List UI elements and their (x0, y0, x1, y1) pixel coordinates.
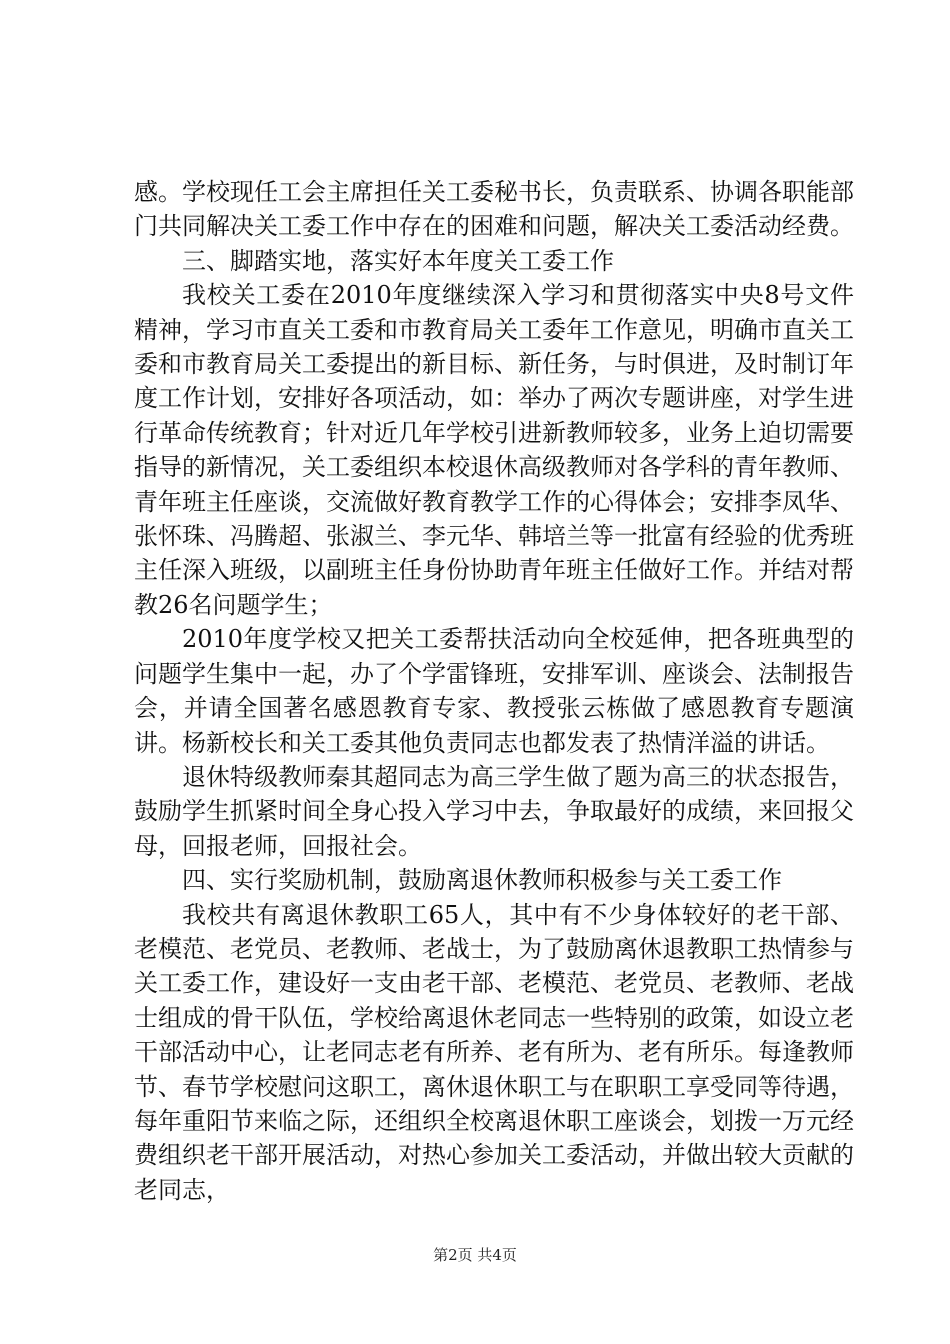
paragraph-continuation: 感。学校现任工会主席担任关工委秘书长，负责联系、协调各职能部门共同解决关工委工作中存在的困难和问题，解决关工委活动经费。 (134, 178, 854, 241)
page-number-footer: 第2页 共4页 (433, 1246, 517, 1264)
paragraph: 退休特级教师秦其超同志为高三学生做了题为高三的状态报告，鼓励学生抓紧时间全身心投入学习中去，争取最好的成绩，来回报父母，回报老师，回报社会。 (134, 762, 854, 860)
section-heading-4: 四、实行奖励机制，鼓励离退休教师积极参与关工委工作 (182, 866, 782, 895)
paragraph: 我校共有离退休教职工65人，其中有不少身体较好的老干部、老模范、老党员、老教师、老战士，为了鼓励离休退教职工热情参与关工委工作，建设好一支由老干部、老模范、老党员、老教师、老战士组成的骨干队伍，学校给离退休老同志一些特别的政策，如设立老干部活动中心，让老同志老有所养、老有所为、老有所乐。每逢教师节、春节学校慰问这职工，离休退休职工与在职职工享受同等待遇，每年重阳节来临之际，还组织全校离退休职工座谈会，划拨一万元经费组织老干部开展活动，对热心参加关工委活动，并做出较大贡献的老同志， (134, 900, 854, 1204)
paragraph: 我校关工委在2010年度继续深入学习和贯彻落实中央8号文件精神，学习市直关工委和市教育局关工委年工作意见，明确市直关工委和市教育局关工委提出的新目标、新任务，与时俱进，及时制订年度工作计划，安排好各项活动，如：举办了两次专题讲座，对学生进行革命传统教育；针对近几年学校引进新教师较多，业务上迫切需要指导的新情况，关工委组织本校退休高级教师对各学科的青年教师、青年班主任座谈，交流做好教育教学工作的心得体会；安排李凤华、张怀珠、冯腾超、张淑兰、李元华、韩培兰等一批富有经验的优秀班主任深入班级，以副班主任身份协助青年班主任做好工作。并结对帮教26名问题学生； (134, 281, 854, 619)
paragraph: 2010年度学校又把关工委帮扶活动向全校延伸，把各班典型的问题学生集中一起，办了个学雷锋班，安排军训、座谈会、法制报告会，并请全国著名感恩教育专家、教授张云栋做了感恩教育专题演讲。杨新校长和关工委其他负责同志也都发表了热情洋溢的讲话。 (134, 625, 854, 757)
section-heading-3: 三、脚踏实地，落实好本年度关工委工作 (182, 246, 614, 275)
document-body (134, 175, 854, 1207)
